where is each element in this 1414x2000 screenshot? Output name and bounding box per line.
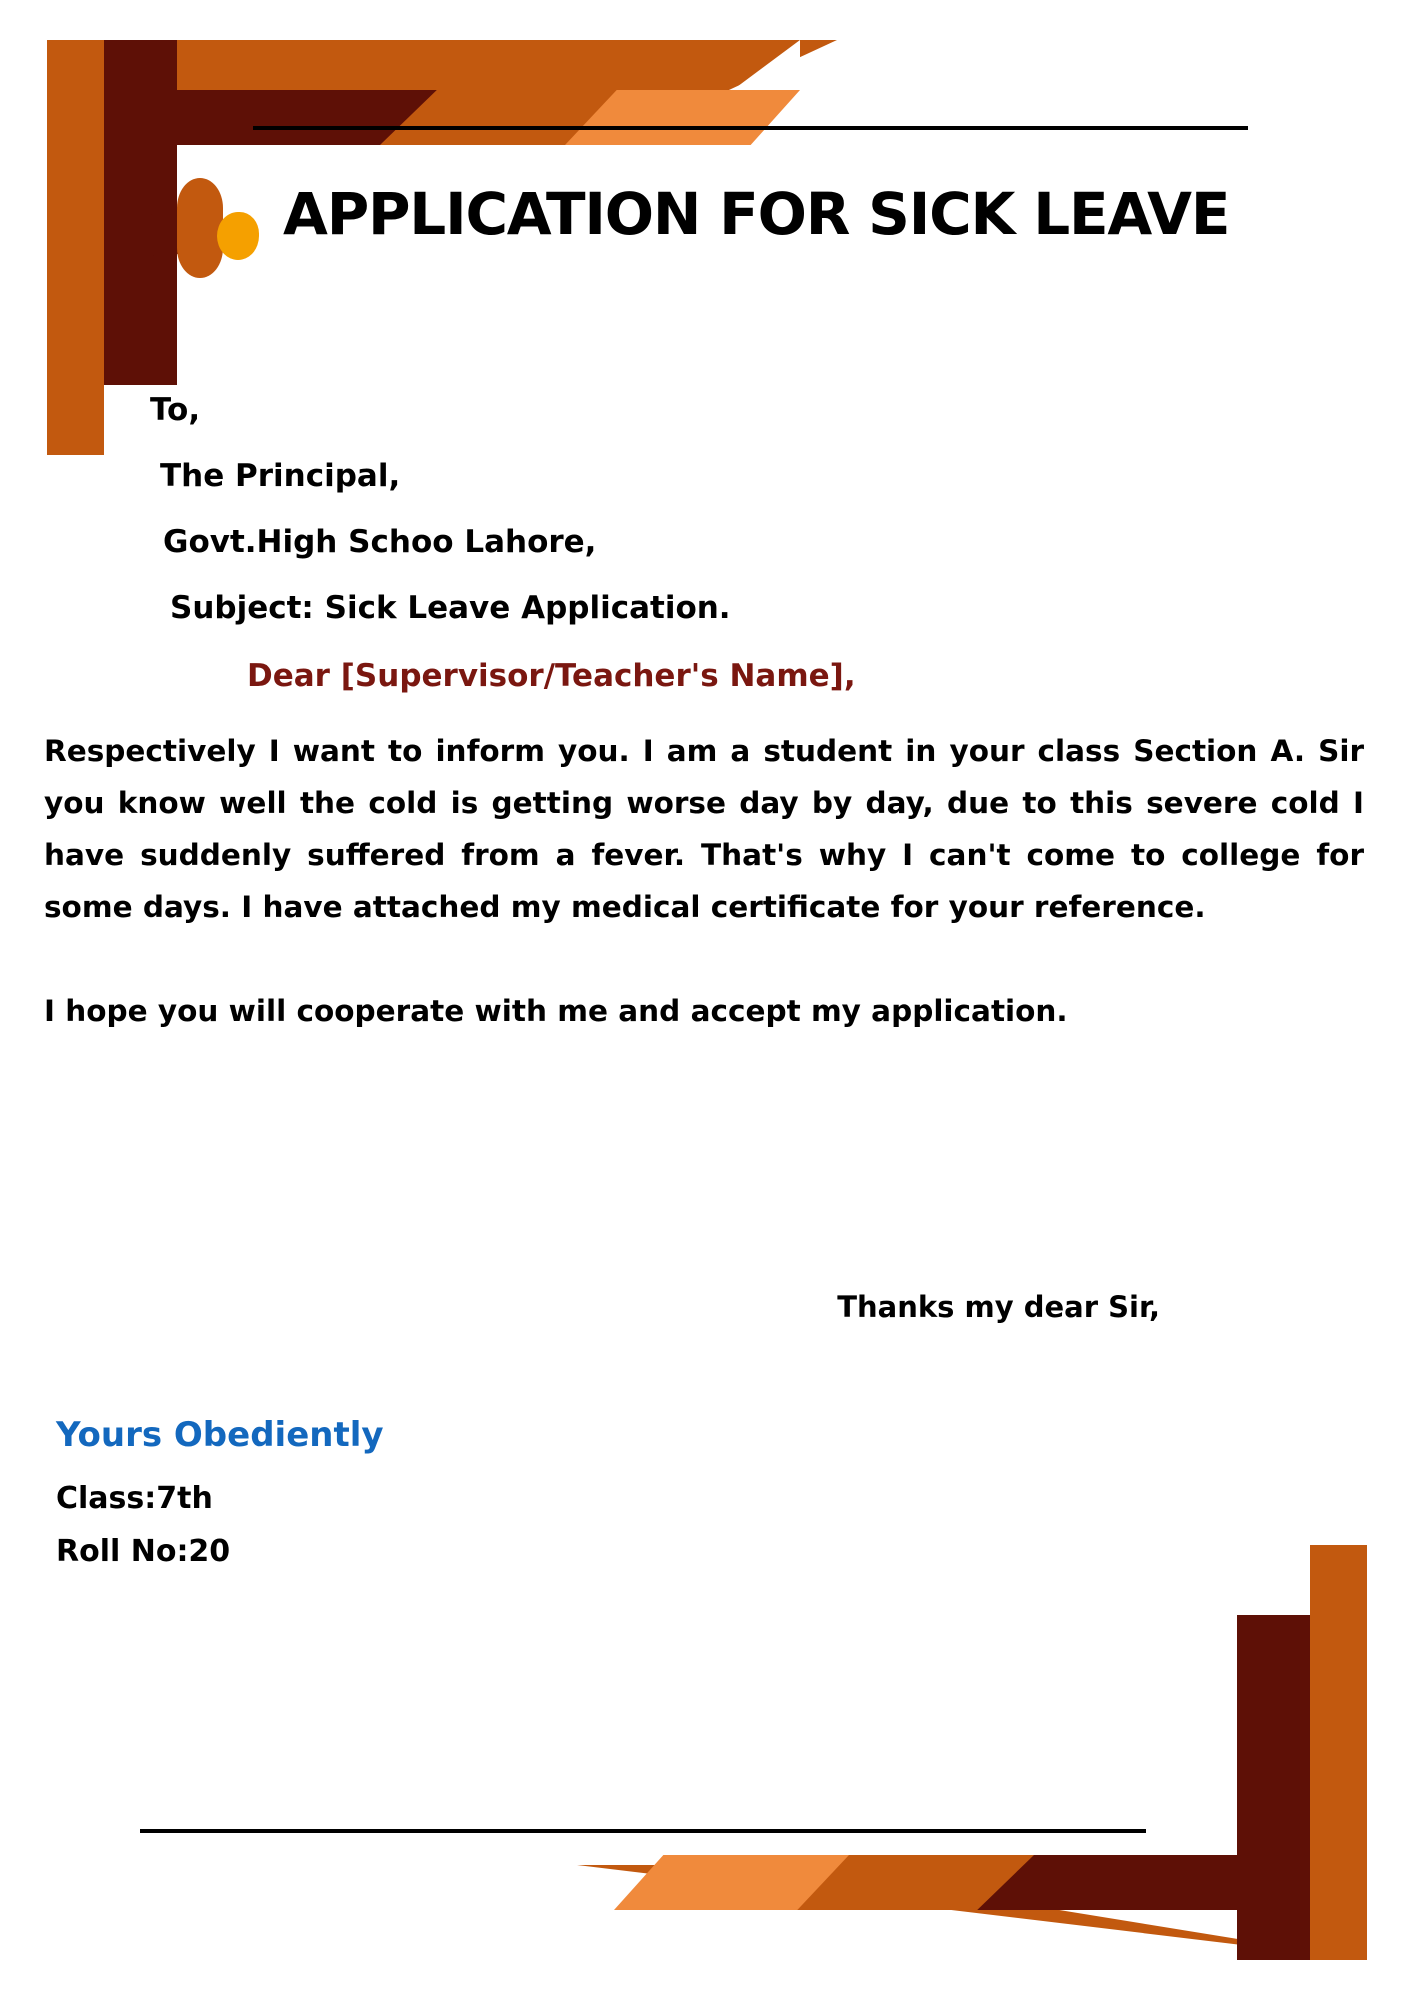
- address-line-subject: Subject: Sick Leave Application.: [170, 590, 731, 626]
- signature-roll-no: Roll No:20: [56, 1534, 231, 1569]
- address-line-institution: Govt.High Schoo Lahore,: [163, 524, 597, 560]
- signature-class: Class:7th: [56, 1481, 213, 1516]
- right-orange-bar: [1310, 1545, 1367, 1960]
- footer-divider-rule: [140, 1829, 1146, 1833]
- address-line-to: To,: [150, 392, 201, 428]
- page-title: APPLICATION FOR SICK LEAVE: [283, 180, 1230, 248]
- right-maroon-bar: [1237, 1615, 1310, 1960]
- logo-orange-oval-icon: [177, 178, 223, 278]
- letter-body: [44, 725, 1364, 1037]
- closing-thanks: Thanks my dear Sir,: [837, 1290, 1160, 1324]
- header-divider-rule: [253, 126, 1248, 130]
- address-block: [0, 392, 1414, 656]
- body-paragraph-1: Respectively I want to inform you. I am a student in your class Section A. Sir you know well the cold is getting worse day by day, due to this severe cold I have suddenly suffered from a fever. That's why I can't come to college for some days. I have attached my medical certificate for your reference.: [44, 734, 1364, 924]
- body-paragraph-2: I hope you will cooperate with me and accept my application.: [44, 994, 1068, 1028]
- address-line-recipient: The Principal,: [160, 458, 401, 494]
- logo-amber-dot-icon: [217, 212, 259, 260]
- three-dot-logo: [140, 182, 248, 274]
- signature-obediently: Yours Obediently: [56, 1415, 384, 1455]
- salutation-line: Dear [Supervisor/Teacher's Name],: [247, 658, 856, 694]
- bottom-band-notch: [614, 1910, 854, 1960]
- signature-block: [56, 1415, 384, 1587]
